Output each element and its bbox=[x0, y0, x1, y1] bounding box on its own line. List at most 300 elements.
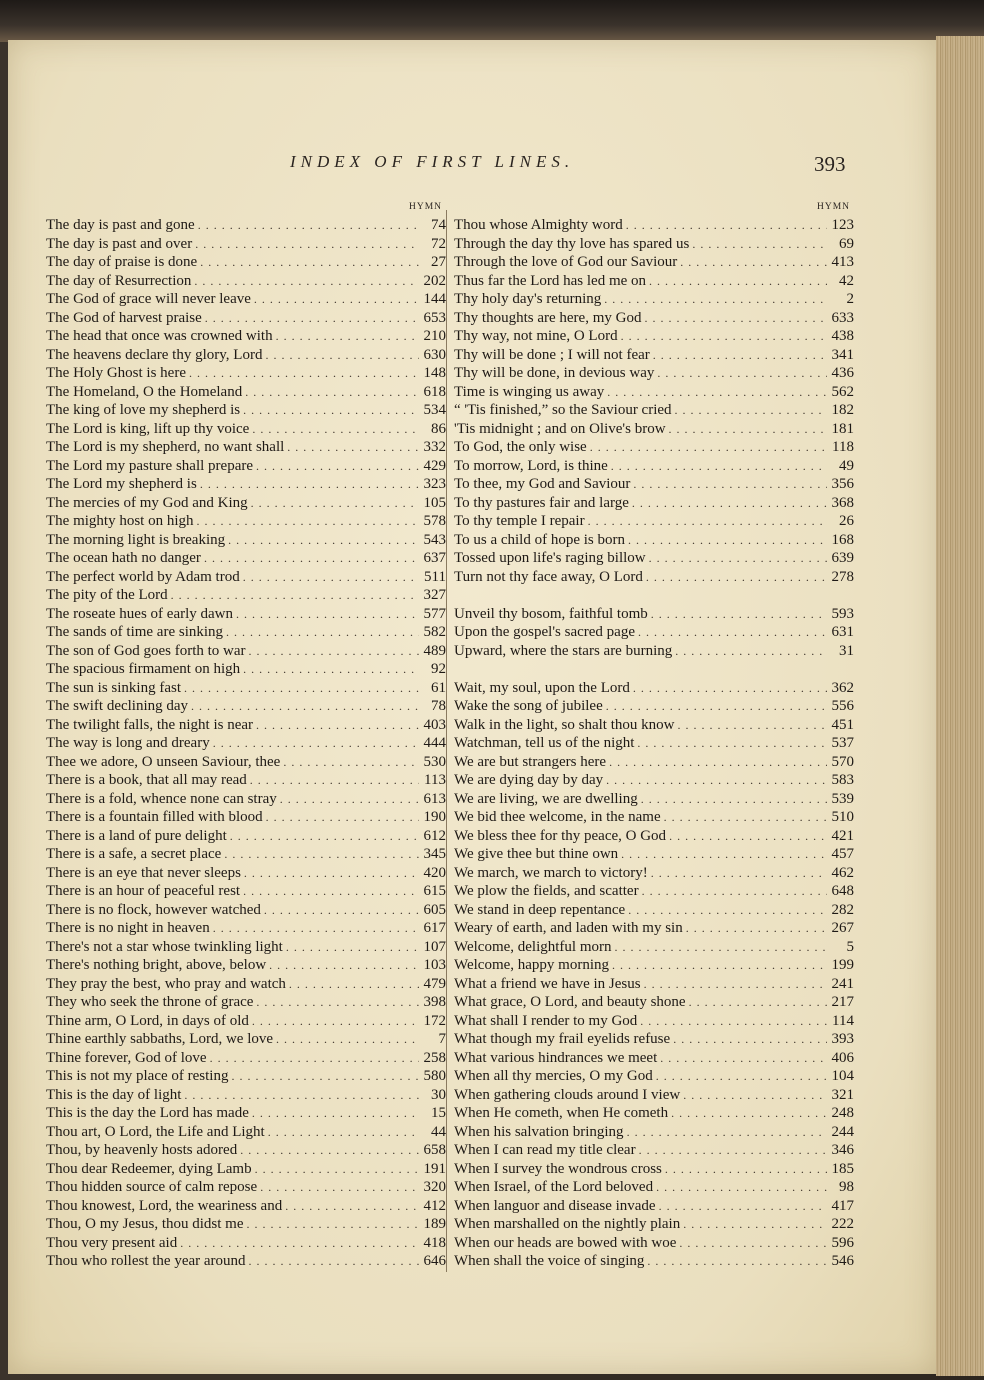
hymn-number: 462 bbox=[831, 864, 854, 881]
first-line-text: The morning light is breaking bbox=[46, 531, 226, 548]
hymn-number: 103 bbox=[423, 957, 446, 973]
index-entry bbox=[46, 216, 446, 235]
dot-leader bbox=[644, 975, 827, 994]
hymn-number: 543 bbox=[423, 531, 446, 548]
hymn-number: 593 bbox=[831, 605, 854, 622]
index-entry bbox=[46, 716, 446, 735]
first-line-text: Unveil thy bosom, faithful tomb bbox=[454, 605, 648, 622]
index-entry bbox=[454, 1252, 854, 1271]
hymn-number: 451 bbox=[831, 716, 854, 733]
dot-leader bbox=[280, 790, 419, 809]
hymn-number: 605 bbox=[423, 901, 446, 918]
index-entry bbox=[46, 623, 446, 642]
first-line-text: We plow the fields, and scatter bbox=[454, 883, 639, 899]
hymn-column-heading: HYMN bbox=[816, 202, 850, 212]
dot-leader bbox=[606, 697, 827, 716]
hymn-number: 267 bbox=[831, 920, 854, 936]
first-line-text: Welcome, delightful morn bbox=[454, 938, 612, 955]
first-line-text: Thine arm, O Lord, in days of old bbox=[46, 1012, 249, 1029]
first-line-text: We stand in deep repentance bbox=[454, 901, 626, 918]
dot-leader bbox=[686, 919, 827, 938]
index-entry bbox=[46, 697, 446, 716]
first-line-text: Tossed upon life's raging billow bbox=[454, 550, 646, 566]
hymn-number: 562 bbox=[831, 383, 854, 400]
index-entry bbox=[46, 494, 446, 513]
dot-leader bbox=[195, 235, 419, 254]
dot-leader bbox=[243, 401, 419, 420]
hymn-number: 618 bbox=[423, 383, 446, 400]
hymn-number: 321 bbox=[831, 1086, 854, 1103]
hymn-number: 346 bbox=[831, 1142, 854, 1158]
dot-leader bbox=[651, 864, 827, 883]
left-index-column bbox=[46, 202, 446, 1271]
dot-leader bbox=[250, 771, 419, 790]
dot-leader bbox=[656, 1178, 827, 1197]
page-block-edge bbox=[936, 36, 984, 1376]
dot-leader bbox=[641, 790, 827, 809]
first-line-text: When gathering clouds around I view bbox=[454, 1086, 681, 1103]
index-entry bbox=[46, 901, 446, 920]
index-entry bbox=[454, 494, 854, 513]
dot-leader bbox=[640, 1012, 827, 1031]
index-entry bbox=[46, 309, 446, 328]
dot-leader bbox=[197, 512, 420, 531]
index-entry bbox=[46, 808, 446, 827]
index-entry bbox=[46, 790, 446, 809]
hymn-number: 403 bbox=[423, 716, 446, 733]
first-line-text: The king of love my shepherd is bbox=[46, 402, 241, 418]
hymn-number: 199 bbox=[831, 957, 854, 973]
hymn-number: 418 bbox=[423, 1234, 446, 1251]
dot-leader bbox=[692, 235, 827, 254]
first-line-text: They who seek the throne of grace bbox=[46, 994, 254, 1010]
first-line-text: The Lord my shepherd is bbox=[46, 476, 197, 492]
first-line-text: There is an hour of peaceful rest bbox=[46, 883, 241, 899]
hymn-number: 92 bbox=[431, 661, 446, 677]
index-entry bbox=[454, 438, 854, 457]
dot-leader bbox=[639, 1141, 827, 1160]
first-line-text: To morrow, Lord, is thine bbox=[454, 457, 608, 474]
index-entry bbox=[454, 568, 854, 587]
dot-leader bbox=[184, 679, 419, 698]
hymn-number: 637 bbox=[423, 550, 446, 566]
hymn-number: 282 bbox=[831, 901, 854, 918]
dot-leader bbox=[669, 827, 827, 846]
first-line-text: Thine earthly sabbaths, Lord, we love bbox=[46, 1031, 274, 1047]
first-line-text: Weary of earth, and laden with my sin bbox=[454, 920, 683, 936]
index-entry bbox=[46, 327, 446, 346]
index-entry bbox=[454, 642, 854, 661]
hymn-number: 511 bbox=[424, 568, 446, 585]
hymn-number: 168 bbox=[831, 531, 854, 548]
hymn-number: 530 bbox=[423, 753, 446, 770]
dot-leader bbox=[180, 1234, 419, 1253]
dot-leader bbox=[675, 642, 827, 661]
index-entry bbox=[454, 1234, 854, 1253]
first-line-text: This is the day of light bbox=[46, 1086, 182, 1103]
hymn-number: 332 bbox=[423, 439, 446, 455]
hymn-number: 86 bbox=[431, 420, 446, 437]
dot-leader bbox=[689, 993, 827, 1012]
hymn-number: 582 bbox=[423, 624, 446, 640]
index-entry bbox=[46, 642, 446, 661]
first-line-text: Thee we adore, O unseen Saviour, thee bbox=[46, 753, 281, 770]
first-line-text: We are dying day by day bbox=[454, 772, 604, 788]
index-entry bbox=[46, 1197, 446, 1216]
index-entry bbox=[46, 475, 446, 494]
hymn-number: 362 bbox=[831, 679, 854, 696]
hymn-number: 539 bbox=[831, 790, 854, 807]
hymn-number: 510 bbox=[831, 809, 854, 825]
index-entry bbox=[46, 827, 446, 846]
index-entry bbox=[454, 1123, 854, 1142]
index-entry bbox=[454, 420, 854, 439]
dot-leader bbox=[252, 1012, 419, 1031]
dot-leader bbox=[247, 1215, 420, 1234]
dot-leader bbox=[627, 1123, 827, 1142]
first-line-text: The Holy Ghost is here bbox=[46, 365, 186, 381]
dot-leader bbox=[671, 1104, 827, 1123]
hymn-number: 546 bbox=[831, 1253, 854, 1269]
first-line-text: Upon the gospel's sacred page bbox=[454, 624, 635, 640]
dot-leader bbox=[283, 753, 419, 772]
dot-leader bbox=[621, 327, 827, 346]
hymn-number: 570 bbox=[831, 753, 854, 770]
first-line-text: When shall the voice of singing bbox=[454, 1253, 645, 1269]
hymn-number: 444 bbox=[423, 735, 446, 751]
first-line-text: Through the day thy love has spared us bbox=[454, 235, 690, 252]
index-entry bbox=[454, 346, 854, 365]
index-entry bbox=[454, 1012, 854, 1031]
index-entry bbox=[454, 401, 854, 420]
hymn-number: 420 bbox=[423, 864, 446, 881]
index-entry bbox=[46, 975, 446, 994]
hymn-number: 489 bbox=[423, 642, 446, 659]
index-entry bbox=[46, 420, 446, 439]
index-section-gap bbox=[454, 586, 854, 605]
first-line-text: There is a fold, whence none can stray bbox=[46, 790, 277, 807]
hymn-number: 222 bbox=[831, 1216, 854, 1232]
hymn-number: 479 bbox=[423, 975, 446, 992]
hymn-number: 44 bbox=[431, 1123, 446, 1140]
index-entry bbox=[454, 882, 854, 901]
index-entry bbox=[454, 808, 854, 827]
first-line-text: This is the day the Lord has made bbox=[46, 1105, 249, 1121]
first-line-text: The day is past and gone bbox=[46, 217, 195, 233]
index-entry bbox=[46, 235, 446, 254]
dot-leader bbox=[656, 1067, 827, 1086]
dot-leader bbox=[632, 494, 827, 513]
first-line-text: What various hindrances we meet bbox=[454, 1049, 658, 1066]
index-entry bbox=[46, 568, 446, 587]
dot-leader bbox=[646, 568, 827, 587]
left-entry-list bbox=[46, 216, 446, 1271]
index-entry bbox=[454, 734, 854, 753]
index-entry bbox=[46, 1215, 446, 1234]
first-line-text: Thy thoughts are here, my God bbox=[454, 309, 642, 326]
hymn-number: 613 bbox=[423, 790, 446, 807]
dot-leader bbox=[184, 1086, 419, 1105]
index-entry bbox=[454, 253, 854, 272]
index-entry bbox=[454, 679, 854, 698]
dot-leader bbox=[243, 568, 419, 587]
dot-leader bbox=[683, 1086, 827, 1105]
index-entry bbox=[46, 512, 446, 531]
dot-leader bbox=[268, 1123, 419, 1142]
first-line-text: Thy will be done ; I will not fear bbox=[454, 346, 650, 363]
hymn-number: 78 bbox=[431, 698, 446, 714]
hymn-number: 648 bbox=[831, 883, 854, 899]
index-entry bbox=[46, 956, 446, 975]
first-line-text: Thou hidden source of calm repose bbox=[46, 1179, 258, 1195]
first-line-text: There is a safe, a secret place bbox=[46, 846, 222, 862]
dot-leader bbox=[637, 734, 827, 753]
first-line-text: What grace, O Lord, and beauty shone bbox=[454, 994, 686, 1010]
index-entry bbox=[46, 864, 446, 883]
first-line-text: Thou, O my Jesus, thou didst me bbox=[46, 1216, 244, 1232]
first-line-text: Wake the song of jubilee bbox=[454, 698, 603, 714]
dot-leader bbox=[606, 771, 827, 790]
dot-leader bbox=[251, 494, 419, 513]
dot-leader bbox=[644, 309, 827, 328]
dot-leader bbox=[265, 346, 419, 365]
index-entry bbox=[46, 290, 446, 309]
index-entry bbox=[454, 716, 854, 735]
dot-leader bbox=[245, 383, 419, 402]
first-line-text: The ocean hath no danger bbox=[46, 550, 201, 566]
dot-leader bbox=[638, 623, 827, 642]
hymn-number: 612 bbox=[423, 827, 446, 844]
first-line-text: Turn not thy face away, O Lord bbox=[454, 568, 643, 585]
index-entry bbox=[46, 1160, 446, 1179]
dot-leader bbox=[194, 272, 419, 291]
index-entry bbox=[454, 1160, 854, 1179]
hymn-number: 74 bbox=[431, 217, 446, 233]
dot-leader bbox=[213, 919, 419, 938]
dot-leader bbox=[675, 401, 827, 420]
index-entry bbox=[46, 993, 446, 1012]
index-entry bbox=[46, 253, 446, 272]
index-entry bbox=[454, 901, 854, 920]
first-line-text: When He cometh, when He cometh bbox=[454, 1105, 669, 1121]
hymn-number: 113 bbox=[424, 772, 446, 788]
first-line-text: The sun is sinking fast bbox=[46, 679, 181, 696]
index-entry bbox=[454, 1141, 854, 1160]
index-entry bbox=[454, 790, 854, 809]
dot-leader bbox=[651, 605, 827, 624]
dot-leader bbox=[249, 1252, 419, 1271]
first-line-text: What though my frail eyelids refuse bbox=[454, 1031, 671, 1047]
first-line-text: Walk in the light, so shalt thou know bbox=[454, 716, 675, 733]
index-entry bbox=[454, 771, 854, 790]
first-line-text: Welcome, happy morning bbox=[454, 957, 610, 973]
first-line-text: What a friend we have in Jesus bbox=[454, 975, 641, 992]
dot-leader bbox=[236, 605, 419, 624]
hymn-number: 148 bbox=[423, 365, 446, 381]
index-entry bbox=[454, 457, 854, 476]
dot-leader bbox=[213, 734, 419, 753]
first-line-text: The mighty host on high bbox=[46, 513, 194, 529]
index-entry bbox=[46, 938, 446, 957]
hymn-number: 190 bbox=[423, 809, 446, 825]
dot-leader bbox=[665, 1160, 827, 1179]
hymn-number: 104 bbox=[831, 1068, 854, 1084]
dot-leader bbox=[228, 531, 419, 550]
index-entry bbox=[454, 956, 854, 975]
dot-leader bbox=[210, 1049, 419, 1068]
dot-leader bbox=[664, 808, 827, 827]
dot-leader bbox=[256, 716, 419, 735]
first-line-text: Thine forever, God of love bbox=[46, 1049, 207, 1066]
index-entry bbox=[46, 586, 446, 605]
hymn-number: 341 bbox=[831, 346, 854, 363]
hymn-number: 556 bbox=[831, 698, 854, 714]
dot-leader bbox=[256, 993, 419, 1012]
dot-leader bbox=[289, 975, 419, 994]
first-line-text: The Lord my pasture shall prepare bbox=[46, 457, 254, 474]
hymn-number: 118 bbox=[832, 439, 854, 455]
first-line-text: What shall I render to my God bbox=[454, 1012, 638, 1029]
dot-leader bbox=[628, 531, 827, 550]
first-line-text: To thy temple I repair bbox=[454, 513, 585, 529]
index-entry bbox=[454, 531, 854, 550]
first-line-text: The twilight falls, the night is near bbox=[46, 716, 254, 733]
hymn-number: 182 bbox=[831, 402, 854, 418]
first-line-text: Thou knowest, Lord, the weariness and bbox=[46, 1197, 283, 1214]
dot-leader bbox=[276, 327, 419, 346]
first-line-text: Thou art, O Lord, the Life and Light bbox=[46, 1123, 265, 1140]
first-line-text: The head that once was crowned with bbox=[46, 328, 273, 344]
index-entry bbox=[454, 975, 854, 994]
first-line-text: Wait, my soul, upon the Lord bbox=[454, 679, 630, 696]
hymn-number: 421 bbox=[831, 827, 854, 844]
index-entry bbox=[454, 845, 854, 864]
hymn-number: 630 bbox=[423, 346, 446, 363]
first-line-text: The heavens declare thy glory, Lord bbox=[46, 346, 263, 363]
first-line-text: Thy way, not mine, O Lord bbox=[454, 328, 618, 344]
hymn-number: 368 bbox=[831, 494, 854, 511]
dot-leader bbox=[189, 364, 419, 383]
first-line-text: We are but strangers here bbox=[454, 753, 607, 770]
dot-leader bbox=[287, 438, 419, 457]
first-line-text: Thus far the Lord has led me on bbox=[454, 272, 647, 289]
index-entry bbox=[46, 1252, 446, 1271]
hymn-number: 72 bbox=[431, 235, 446, 252]
dot-leader bbox=[252, 1104, 419, 1123]
dot-leader bbox=[255, 1160, 419, 1179]
hymn-number: 631 bbox=[831, 624, 854, 640]
index-entry bbox=[454, 623, 854, 642]
hymn-number: 633 bbox=[831, 309, 854, 326]
dot-leader bbox=[286, 938, 419, 957]
index-section-gap bbox=[454, 660, 854, 679]
dot-leader bbox=[673, 1030, 827, 1049]
hymn-number: 123 bbox=[831, 217, 854, 233]
index-entry bbox=[454, 753, 854, 772]
hymn-number: 258 bbox=[423, 1049, 446, 1066]
dot-leader bbox=[612, 956, 827, 975]
index-entry bbox=[454, 549, 854, 568]
first-line-text: There is a land of pure delight bbox=[46, 827, 227, 844]
index-entry bbox=[46, 1086, 446, 1105]
hymn-number: 191 bbox=[423, 1160, 446, 1177]
dot-leader bbox=[607, 383, 827, 402]
column-divider bbox=[446, 210, 447, 1272]
hymn-number: 42 bbox=[839, 272, 854, 289]
first-line-text: When languor and disease invade bbox=[454, 1197, 656, 1214]
index-entry bbox=[46, 531, 446, 550]
first-line-text: They pray the best, who pray and watch bbox=[46, 975, 286, 992]
first-line-text: There's nothing bright, above, below bbox=[46, 957, 267, 973]
index-entry bbox=[454, 1086, 854, 1105]
index-entry bbox=[454, 1030, 854, 1049]
index-entry bbox=[46, 1012, 446, 1031]
index-entry bbox=[454, 697, 854, 716]
dot-leader bbox=[285, 1197, 419, 1216]
book-page bbox=[8, 40, 936, 1374]
first-line-text: Thou very present aid bbox=[46, 1234, 178, 1251]
index-entry bbox=[454, 1067, 854, 1086]
first-line-text: We bid thee welcome, in the name bbox=[454, 809, 661, 825]
dot-leader bbox=[244, 864, 419, 883]
first-line-text: There is an eye that never sleeps bbox=[46, 864, 241, 881]
index-entry bbox=[46, 1141, 446, 1160]
hymn-number: 202 bbox=[423, 272, 446, 289]
index-entry bbox=[454, 364, 854, 383]
first-line-text: There is a fountain filled with blood bbox=[46, 809, 263, 825]
index-entry bbox=[46, 401, 446, 420]
first-line-text: When his salvation bringing bbox=[454, 1123, 624, 1140]
hymn-number: 646 bbox=[423, 1253, 446, 1269]
index-entry bbox=[454, 1197, 854, 1216]
index-entry bbox=[46, 919, 446, 938]
index-entry bbox=[454, 327, 854, 346]
index-entry bbox=[46, 438, 446, 457]
index-entry bbox=[454, 605, 854, 624]
hymn-number: 105 bbox=[423, 494, 446, 511]
hymn-number: 436 bbox=[831, 365, 854, 381]
hymn-column-heading: HYMN bbox=[408, 202, 442, 212]
dot-leader bbox=[659, 1197, 827, 1216]
index-entry bbox=[454, 309, 854, 328]
page-number: 393 bbox=[814, 152, 846, 176]
hymn-number: 185 bbox=[831, 1160, 854, 1177]
index-entry bbox=[454, 512, 854, 531]
dot-leader bbox=[677, 716, 827, 735]
first-line-text: When I can read my title clear bbox=[454, 1142, 636, 1158]
first-line-text: Time is winging us away bbox=[454, 383, 605, 400]
index-entry bbox=[46, 1049, 446, 1068]
hymn-number: 114 bbox=[832, 1012, 854, 1029]
first-line-text: Watchman, tell us of the night bbox=[454, 735, 635, 751]
dot-leader bbox=[588, 512, 827, 531]
first-line-text: The son of God goes forth to war bbox=[46, 642, 246, 659]
index-entry bbox=[454, 938, 854, 957]
dot-leader bbox=[230, 827, 419, 846]
first-line-text: When all thy mercies, O my God bbox=[454, 1068, 653, 1084]
dot-leader bbox=[660, 1049, 827, 1068]
index-entry bbox=[454, 216, 854, 235]
dot-leader bbox=[642, 882, 827, 901]
hymn-number: 583 bbox=[831, 772, 854, 788]
first-line-text: The God of grace will never leave bbox=[46, 291, 251, 307]
dot-leader bbox=[224, 845, 419, 864]
first-line-text: The perfect world by Adam trod bbox=[46, 568, 240, 585]
dot-leader bbox=[198, 216, 419, 235]
first-line-text: The mercies of my God and King bbox=[46, 494, 248, 511]
first-line-text: We march, we march to victory! bbox=[454, 864, 648, 881]
first-line-text: We are living, we are dwelling bbox=[454, 790, 638, 807]
